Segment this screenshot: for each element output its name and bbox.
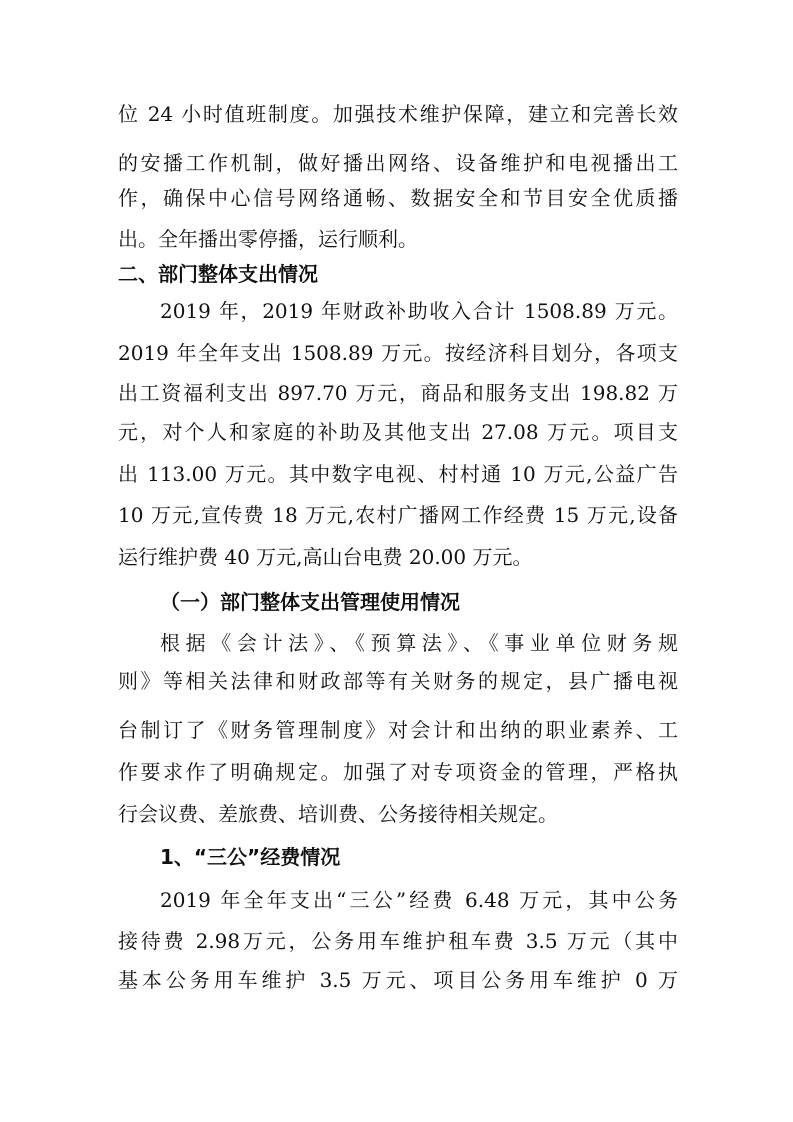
text-line: 根据《会计法》、《预算法》、《事业单位财务规 xyxy=(160,631,678,655)
text-line: 10 万元,宣传费 18 万元,农村广播网工作经费 15 万元,设备 xyxy=(118,503,678,527)
text-line: 出。全年播出零停播，运行顺利。 xyxy=(118,227,418,251)
text-line: 台制订了《财务管理制度》对会计和出纳的职业素养、工 xyxy=(118,718,678,742)
text-line: 元，对个人和家庭的补助及其他支出 27.08 万元。项目支 xyxy=(118,420,678,444)
text-line: 作，确保中心信号网络通畅、数据安全和节目安全优质播 xyxy=(118,186,678,210)
text-line: 2019 年全年支出 1508.89 万元。按经济科目划分，各项支 xyxy=(118,341,678,365)
subsection-heading: （一）部门整体支出管理使用情况 xyxy=(160,590,460,614)
text-line: 基本公务用车维护 3.5 万元、项目公务用车维护 0 万 xyxy=(118,968,678,992)
text-line: 2019 年全年支出“三公”经费 6.48 万元，其中公务 xyxy=(160,888,678,912)
subsection-heading: 1、“三公”经费情况 xyxy=(160,845,341,869)
section-heading: 二、部门整体支出情况 xyxy=(118,262,318,286)
text-line: 出工资福利支出 897.70 万元，商品和服务支出 198.82 万 xyxy=(118,381,678,405)
text-line: 位 24 小时值班制度。加强技术维护保障，建立和完善长效 xyxy=(118,102,678,126)
text-line: 的安播工作机制，做好播出网络、设备维护和电视播出工 xyxy=(118,151,678,175)
text-line: 接待费 2.98万元，公务用车维护租车费 3.5 万元（其中 xyxy=(118,929,678,953)
text-line: 行会议费、差旅费、培训费、公务接待相关规定。 xyxy=(118,802,558,826)
text-line: 出 113.00 万元。其中数字电视、村村通 10 万元,公益广告 xyxy=(118,462,678,486)
text-line: 则》等相关法律和财政部等有关财务的规定，县广播电视 xyxy=(118,669,678,693)
text-line: 2019 年，2019 年财政补助收入合计 1508.89 万元。 xyxy=(160,299,678,323)
text-line: 作要求作了明确规定。加强了对专项资金的管理，严格执 xyxy=(118,760,678,784)
text-line: 运行维护费 40 万元,高山台电费 20.00 万元。 xyxy=(118,545,533,569)
